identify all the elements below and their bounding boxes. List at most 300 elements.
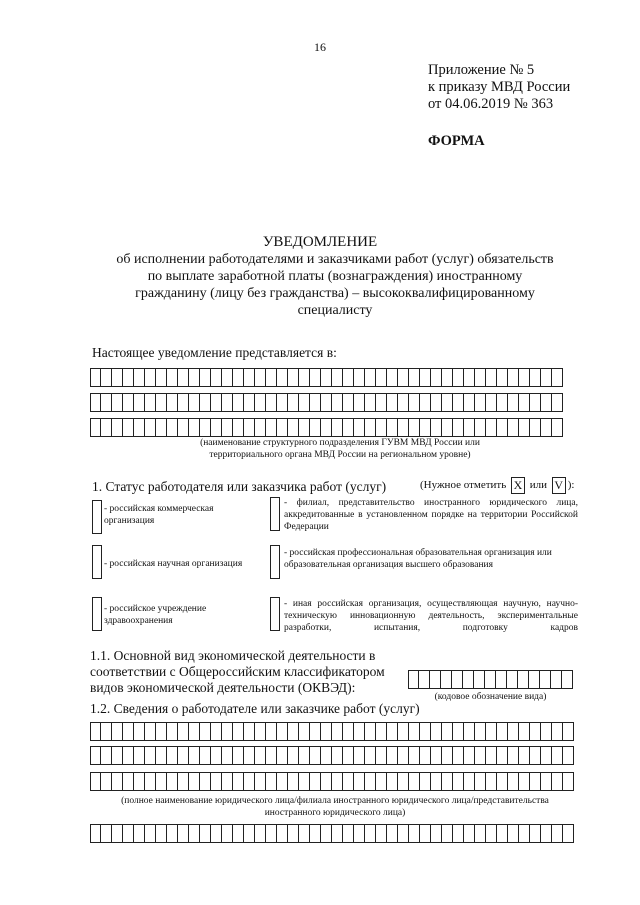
- character-cell[interactable]: [343, 368, 354, 387]
- character-cell[interactable]: [310, 772, 321, 791]
- character-cell[interactable]: [233, 368, 244, 387]
- character-cell[interactable]: [266, 772, 277, 791]
- character-cell[interactable]: [529, 670, 540, 689]
- character-cell[interactable]: [475, 722, 486, 741]
- character-cell[interactable]: [112, 418, 123, 437]
- character-cell[interactable]: [112, 393, 123, 412]
- character-cell[interactable]: [409, 772, 420, 791]
- character-cell[interactable]: [200, 772, 211, 791]
- character-cell[interactable]: [112, 746, 123, 765]
- character-cell[interactable]: [211, 418, 222, 437]
- character-cell[interactable]: [530, 772, 541, 791]
- character-cell[interactable]: [420, 746, 431, 765]
- character-cell[interactable]: [255, 722, 266, 741]
- character-cell[interactable]: [453, 772, 464, 791]
- character-cell[interactable]: [552, 722, 563, 741]
- character-cell[interactable]: [288, 746, 299, 765]
- character-cell[interactable]: [519, 418, 530, 437]
- character-cell[interactable]: [145, 368, 156, 387]
- character-cell[interactable]: [398, 824, 409, 843]
- character-cell[interactable]: [156, 368, 167, 387]
- character-cell[interactable]: [409, 746, 420, 765]
- character-cell[interactable]: [464, 393, 475, 412]
- character-cell[interactable]: [332, 824, 343, 843]
- character-cell[interactable]: [530, 368, 541, 387]
- character-cell[interactable]: [90, 368, 101, 387]
- character-cell[interactable]: [442, 368, 453, 387]
- character-cell[interactable]: [299, 746, 310, 765]
- character-cell[interactable]: [486, 746, 497, 765]
- character-cell[interactable]: [332, 418, 343, 437]
- character-cell[interactable]: [431, 746, 442, 765]
- character-cell[interactable]: [288, 824, 299, 843]
- character-cell[interactable]: [288, 722, 299, 741]
- character-cell[interactable]: [222, 772, 233, 791]
- character-cell[interactable]: [541, 418, 552, 437]
- character-cell[interactable]: [430, 670, 441, 689]
- character-cell[interactable]: [398, 746, 409, 765]
- character-cell[interactable]: [398, 722, 409, 741]
- character-cell[interactable]: [134, 722, 145, 741]
- character-cell[interactable]: [332, 722, 343, 741]
- character-cell[interactable]: [167, 393, 178, 412]
- character-cell[interactable]: [365, 824, 376, 843]
- character-cell[interactable]: [420, 722, 431, 741]
- character-cell[interactable]: [123, 393, 134, 412]
- character-cell[interactable]: [420, 824, 431, 843]
- character-cell[interactable]: [288, 418, 299, 437]
- character-cell[interactable]: [387, 824, 398, 843]
- character-cell[interactable]: [156, 722, 167, 741]
- character-cell[interactable]: [310, 368, 321, 387]
- character-cell[interactable]: [211, 824, 222, 843]
- character-cell[interactable]: [189, 368, 200, 387]
- character-cell[interactable]: [563, 772, 574, 791]
- character-cell[interactable]: [431, 418, 442, 437]
- character-cell[interactable]: [321, 824, 332, 843]
- character-cell[interactable]: [101, 824, 112, 843]
- character-cell[interactable]: [255, 746, 266, 765]
- character-cell[interactable]: [486, 722, 497, 741]
- character-cell[interactable]: [244, 418, 255, 437]
- character-cell[interactable]: [200, 418, 211, 437]
- character-cell[interactable]: [178, 393, 189, 412]
- character-cell[interactable]: [419, 670, 430, 689]
- character-cell[interactable]: [266, 393, 277, 412]
- character-cell[interactable]: [233, 746, 244, 765]
- character-cell[interactable]: [475, 368, 486, 387]
- character-cell[interactable]: [453, 368, 464, 387]
- character-cell[interactable]: [486, 368, 497, 387]
- character-cell[interactable]: [167, 824, 178, 843]
- character-cell[interactable]: [90, 746, 101, 765]
- character-cell[interactable]: [200, 393, 211, 412]
- character-cell[interactable]: [519, 368, 530, 387]
- character-cell[interactable]: [288, 368, 299, 387]
- character-cell[interactable]: [134, 824, 145, 843]
- character-cell[interactable]: [222, 722, 233, 741]
- character-cell[interactable]: [431, 393, 442, 412]
- character-cell[interactable]: [277, 418, 288, 437]
- character-cell[interactable]: [299, 418, 310, 437]
- character-cell[interactable]: [507, 670, 518, 689]
- character-cell[interactable]: [266, 722, 277, 741]
- character-cell[interactable]: [453, 418, 464, 437]
- character-cell[interactable]: [189, 824, 200, 843]
- character-cell[interactable]: [387, 722, 398, 741]
- character-cell[interactable]: [376, 746, 387, 765]
- character-cell[interactable]: [343, 824, 354, 843]
- character-cell[interactable]: [145, 722, 156, 741]
- character-cell[interactable]: [332, 772, 343, 791]
- character-cell[interactable]: [497, 746, 508, 765]
- character-cell[interactable]: [475, 772, 486, 791]
- character-cell[interactable]: [321, 746, 332, 765]
- checkbox-commercial[interactable]: [92, 500, 102, 534]
- character-cell[interactable]: [541, 772, 552, 791]
- character-cell[interactable]: [178, 368, 189, 387]
- character-cell[interactable]: [211, 772, 222, 791]
- character-cell[interactable]: [332, 393, 343, 412]
- character-cell[interactable]: [365, 722, 376, 741]
- character-cell[interactable]: [167, 746, 178, 765]
- character-cell[interactable]: [222, 824, 233, 843]
- character-cell[interactable]: [277, 722, 288, 741]
- character-cell[interactable]: [101, 772, 112, 791]
- checkbox-other[interactable]: [270, 597, 280, 631]
- character-cell[interactable]: [189, 418, 200, 437]
- character-cell[interactable]: [442, 393, 453, 412]
- character-cell[interactable]: [233, 722, 244, 741]
- character-cell[interactable]: [464, 722, 475, 741]
- character-cell[interactable]: [299, 368, 310, 387]
- authority-grid-row-2[interactable]: [90, 393, 563, 412]
- character-cell[interactable]: [497, 393, 508, 412]
- character-cell[interactable]: [497, 824, 508, 843]
- character-cell[interactable]: [431, 772, 442, 791]
- character-cell[interactable]: [299, 824, 310, 843]
- character-cell[interactable]: [442, 722, 453, 741]
- character-cell[interactable]: [145, 746, 156, 765]
- character-cell[interactable]: [541, 824, 552, 843]
- character-cell[interactable]: [310, 722, 321, 741]
- character-cell[interactable]: [211, 746, 222, 765]
- character-cell[interactable]: [530, 418, 541, 437]
- character-cell[interactable]: [310, 393, 321, 412]
- character-cell[interactable]: [343, 418, 354, 437]
- character-cell[interactable]: [376, 418, 387, 437]
- character-cell[interactable]: [431, 722, 442, 741]
- character-cell[interactable]: [343, 746, 354, 765]
- character-cell[interactable]: [178, 746, 189, 765]
- character-cell[interactable]: [441, 670, 452, 689]
- character-cell[interactable]: [508, 746, 519, 765]
- character-cell[interactable]: [277, 772, 288, 791]
- character-cell[interactable]: [497, 418, 508, 437]
- character-cell[interactable]: [464, 746, 475, 765]
- okved-code-grid[interactable]: [408, 670, 573, 689]
- character-cell[interactable]: [376, 368, 387, 387]
- character-cell[interactable]: [222, 393, 233, 412]
- character-cell[interactable]: [453, 824, 464, 843]
- character-cell[interactable]: [486, 824, 497, 843]
- character-cell[interactable]: [475, 418, 486, 437]
- character-cell[interactable]: [134, 418, 145, 437]
- character-cell[interactable]: [200, 722, 211, 741]
- character-cell[interactable]: [134, 393, 145, 412]
- character-cell[interactable]: [167, 368, 178, 387]
- character-cell[interactable]: [398, 368, 409, 387]
- character-cell[interactable]: [463, 670, 474, 689]
- character-cell[interactable]: [365, 746, 376, 765]
- character-cell[interactable]: [563, 824, 574, 843]
- character-cell[interactable]: [233, 824, 244, 843]
- character-cell[interactable]: [354, 393, 365, 412]
- character-cell[interactable]: [464, 772, 475, 791]
- character-cell[interactable]: [343, 722, 354, 741]
- character-cell[interactable]: [266, 824, 277, 843]
- character-cell[interactable]: [530, 393, 541, 412]
- character-cell[interactable]: [519, 772, 530, 791]
- character-cell[interactable]: [464, 418, 475, 437]
- character-cell[interactable]: [408, 670, 419, 689]
- employer-grid-row-3[interactable]: [90, 772, 574, 791]
- character-cell[interactable]: [321, 393, 332, 412]
- character-cell[interactable]: [156, 418, 167, 437]
- character-cell[interactable]: [90, 772, 101, 791]
- authority-grid-row-3[interactable]: [90, 418, 563, 437]
- character-cell[interactable]: [123, 368, 134, 387]
- character-cell[interactable]: [233, 418, 244, 437]
- character-cell[interactable]: [387, 772, 398, 791]
- character-cell[interactable]: [156, 824, 167, 843]
- character-cell[interactable]: [167, 722, 178, 741]
- character-cell[interactable]: [233, 393, 244, 412]
- character-cell[interactable]: [211, 722, 222, 741]
- character-cell[interactable]: [431, 368, 442, 387]
- character-cell[interactable]: [178, 772, 189, 791]
- character-cell[interactable]: [310, 746, 321, 765]
- character-cell[interactable]: [244, 824, 255, 843]
- character-cell[interactable]: [486, 418, 497, 437]
- character-cell[interactable]: [497, 368, 508, 387]
- character-cell[interactable]: [310, 418, 321, 437]
- character-cell[interactable]: [277, 746, 288, 765]
- character-cell[interactable]: [409, 393, 420, 412]
- character-cell[interactable]: [474, 670, 485, 689]
- character-cell[interactable]: [222, 368, 233, 387]
- character-cell[interactable]: [541, 722, 552, 741]
- character-cell[interactable]: [354, 746, 365, 765]
- character-cell[interactable]: [189, 722, 200, 741]
- character-cell[interactable]: [475, 393, 486, 412]
- character-cell[interactable]: [123, 746, 134, 765]
- character-cell[interactable]: [299, 393, 310, 412]
- character-cell[interactable]: [442, 418, 453, 437]
- character-cell[interactable]: [530, 722, 541, 741]
- employer-grid-row-1[interactable]: [90, 722, 574, 741]
- character-cell[interactable]: [244, 772, 255, 791]
- character-cell[interactable]: [112, 722, 123, 741]
- character-cell[interactable]: [365, 368, 376, 387]
- character-cell[interactable]: [321, 418, 332, 437]
- character-cell[interactable]: [508, 418, 519, 437]
- character-cell[interactable]: [200, 368, 211, 387]
- character-cell[interactable]: [552, 368, 563, 387]
- character-cell[interactable]: [255, 368, 266, 387]
- character-cell[interactable]: [156, 746, 167, 765]
- character-cell[interactable]: [123, 722, 134, 741]
- character-cell[interactable]: [134, 746, 145, 765]
- character-cell[interactable]: [244, 393, 255, 412]
- character-cell[interactable]: [277, 393, 288, 412]
- character-cell[interactable]: [321, 772, 332, 791]
- character-cell[interactable]: [145, 824, 156, 843]
- character-cell[interactable]: [475, 746, 486, 765]
- character-cell[interactable]: [541, 393, 552, 412]
- character-cell[interactable]: [211, 368, 222, 387]
- character-cell[interactable]: [453, 393, 464, 412]
- character-cell[interactable]: [222, 746, 233, 765]
- character-cell[interactable]: [90, 824, 101, 843]
- character-cell[interactable]: [442, 824, 453, 843]
- character-cell[interactable]: [387, 418, 398, 437]
- character-cell[interactable]: [508, 824, 519, 843]
- character-cell[interactable]: [541, 368, 552, 387]
- character-cell[interactable]: [540, 670, 551, 689]
- character-cell[interactable]: [299, 722, 310, 741]
- character-cell[interactable]: [420, 772, 431, 791]
- character-cell[interactable]: [497, 772, 508, 791]
- character-cell[interactable]: [145, 418, 156, 437]
- character-cell[interactable]: [552, 746, 563, 765]
- character-cell[interactable]: [519, 824, 530, 843]
- character-cell[interactable]: [145, 393, 156, 412]
- character-cell[interactable]: [420, 393, 431, 412]
- character-cell[interactable]: [189, 393, 200, 412]
- character-cell[interactable]: [178, 722, 189, 741]
- character-cell[interactable]: [134, 772, 145, 791]
- character-cell[interactable]: [123, 418, 134, 437]
- character-cell[interactable]: [409, 722, 420, 741]
- character-cell[interactable]: [442, 772, 453, 791]
- character-cell[interactable]: [112, 368, 123, 387]
- character-cell[interactable]: [255, 772, 266, 791]
- checkbox-branch[interactable]: [270, 497, 280, 531]
- character-cell[interactable]: [244, 722, 255, 741]
- character-cell[interactable]: [266, 368, 277, 387]
- character-cell[interactable]: [365, 772, 376, 791]
- character-cell[interactable]: [321, 368, 332, 387]
- character-cell[interactable]: [123, 824, 134, 843]
- character-cell[interactable]: [178, 824, 189, 843]
- character-cell[interactable]: [420, 368, 431, 387]
- character-cell[interactable]: [288, 772, 299, 791]
- character-cell[interactable]: [354, 418, 365, 437]
- character-cell[interactable]: [178, 418, 189, 437]
- character-cell[interactable]: [343, 393, 354, 412]
- character-cell[interactable]: [409, 824, 420, 843]
- character-cell[interactable]: [365, 418, 376, 437]
- character-cell[interactable]: [101, 746, 112, 765]
- character-cell[interactable]: [387, 746, 398, 765]
- character-cell[interactable]: [530, 746, 541, 765]
- character-cell[interactable]: [409, 418, 420, 437]
- character-cell[interactable]: [431, 824, 442, 843]
- employer-grid-row-4[interactable]: [90, 824, 574, 843]
- character-cell[interactable]: [332, 746, 343, 765]
- character-cell[interactable]: [167, 772, 178, 791]
- character-cell[interactable]: [277, 368, 288, 387]
- character-cell[interactable]: [288, 393, 299, 412]
- character-cell[interactable]: [464, 368, 475, 387]
- character-cell[interactable]: [552, 824, 563, 843]
- character-cell[interactable]: [376, 824, 387, 843]
- character-cell[interactable]: [453, 722, 464, 741]
- character-cell[interactable]: [343, 772, 354, 791]
- checkbox-scientific[interactable]: [92, 545, 102, 579]
- character-cell[interactable]: [562, 670, 573, 689]
- character-cell[interactable]: [101, 722, 112, 741]
- character-cell[interactable]: [90, 722, 101, 741]
- character-cell[interactable]: [519, 393, 530, 412]
- character-cell[interactable]: [552, 418, 563, 437]
- character-cell[interactable]: [189, 746, 200, 765]
- character-cell[interactable]: [354, 772, 365, 791]
- character-cell[interactable]: [156, 772, 167, 791]
- character-cell[interactable]: [552, 393, 563, 412]
- character-cell[interactable]: [101, 418, 112, 437]
- character-cell[interactable]: [134, 368, 145, 387]
- character-cell[interactable]: [266, 418, 277, 437]
- character-cell[interactable]: [398, 418, 409, 437]
- character-cell[interactable]: [211, 393, 222, 412]
- character-cell[interactable]: [508, 772, 519, 791]
- character-cell[interactable]: [409, 368, 420, 387]
- character-cell[interactable]: [530, 824, 541, 843]
- character-cell[interactable]: [452, 670, 463, 689]
- character-cell[interactable]: [222, 418, 233, 437]
- character-cell[interactable]: [310, 824, 321, 843]
- character-cell[interactable]: [376, 772, 387, 791]
- character-cell[interactable]: [453, 746, 464, 765]
- character-cell[interactable]: [123, 772, 134, 791]
- character-cell[interactable]: [387, 393, 398, 412]
- character-cell[interactable]: [189, 772, 200, 791]
- character-cell[interactable]: [200, 746, 211, 765]
- character-cell[interactable]: [101, 393, 112, 412]
- character-cell[interactable]: [475, 824, 486, 843]
- character-cell[interactable]: [376, 722, 387, 741]
- character-cell[interactable]: [354, 824, 365, 843]
- character-cell[interactable]: [244, 746, 255, 765]
- character-cell[interactable]: [486, 393, 497, 412]
- character-cell[interactable]: [354, 722, 365, 741]
- character-cell[interactable]: [398, 772, 409, 791]
- character-cell[interactable]: [486, 772, 497, 791]
- character-cell[interactable]: [508, 368, 519, 387]
- character-cell[interactable]: [277, 824, 288, 843]
- authority-grid-row-1[interactable]: [90, 368, 563, 387]
- character-cell[interactable]: [508, 722, 519, 741]
- character-cell[interactable]: [167, 418, 178, 437]
- character-cell[interactable]: [519, 722, 530, 741]
- character-cell[interactable]: [332, 368, 343, 387]
- character-cell[interactable]: [266, 746, 277, 765]
- character-cell[interactable]: [518, 670, 529, 689]
- character-cell[interactable]: [145, 772, 156, 791]
- character-cell[interactable]: [112, 824, 123, 843]
